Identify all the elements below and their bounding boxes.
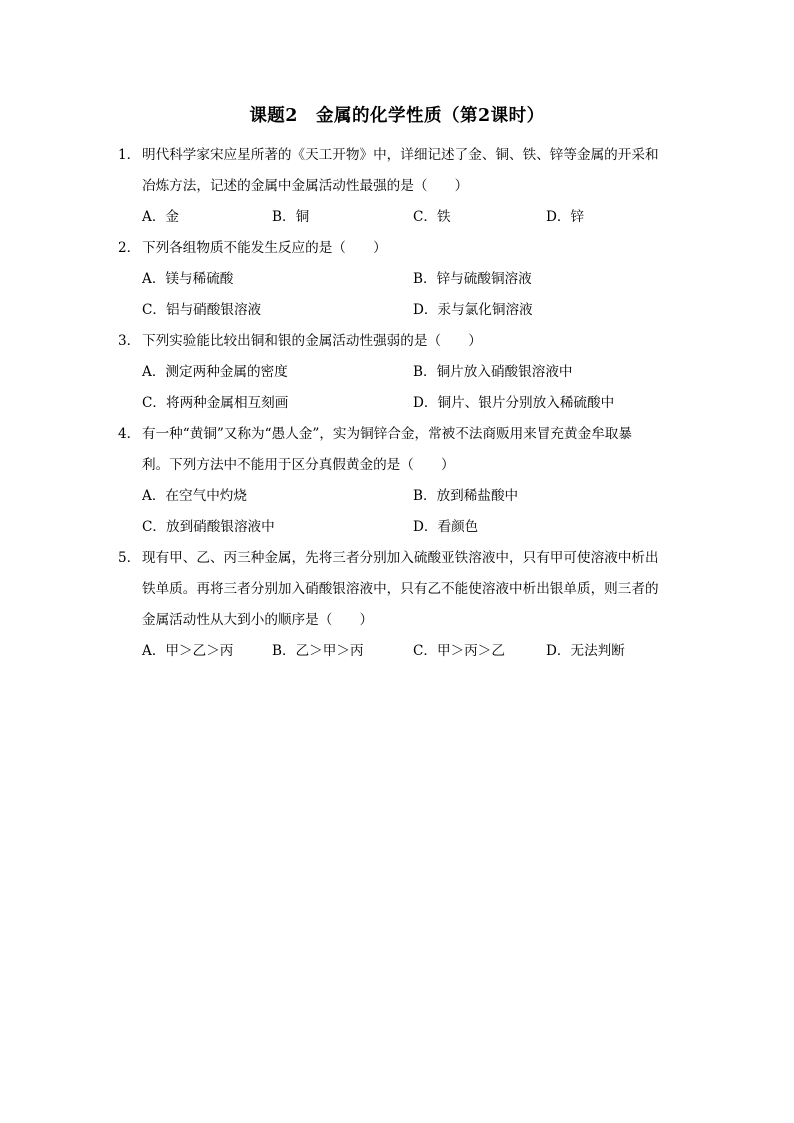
question-stem-line: 冶炼方法，记述的金属中金属活动性最强的是（ ） [142,178,469,194]
question-2 [118,233,688,326]
option-c: C．放到硝酸银溶液中 [142,519,275,535]
option-a: A．甲＞乙＞丙 [142,643,234,659]
question-4 [118,419,688,543]
question-list [118,140,688,667]
option-d: D．铜片、银片分别放入稀硫酸中 [413,395,615,411]
question-number: 5． [118,550,141,566]
option-c: C．铝与硝酸银溶液 [142,302,262,318]
options-row [118,512,688,543]
question-stem-line: 金属活动性从大到小的顺序是（ ） [142,612,374,628]
options-row [118,202,688,233]
option-b: B．乙＞甲＞丙 [272,643,364,659]
question-1 [118,140,688,233]
option-d: D．无法判断 [546,643,625,659]
option-d: D．锌 [546,209,585,225]
question-stem-line: 有一种“黄铜”又称为“愚人金”，实为铜锌合金，常被不法商贩用来冒充黄金牟取暴 [142,426,632,442]
option-c: C．将两种金属相互刻画 [142,395,289,411]
question-stem-line: 现有甲、乙、丙三种金属，先将三者分别加入硫酸亚铁溶液中，只有甲可使溶液中析出 [142,550,659,566]
question-stem-line: 下列实验能比较出铜和银的金属活动性强弱的是（ ） [142,333,482,349]
option-a: A．在空气中灼烧 [142,488,247,504]
page-title: 课题2 金属的化学性质（第2课时） [249,106,545,126]
options-row [118,295,688,326]
option-d: D．汞与氯化铜溶液 [413,302,533,318]
option-b: B．铜 [272,209,310,225]
option-a: A．测定两种金属的密度 [142,364,288,380]
option-b: B．放到稀盐酸中 [413,488,519,504]
question-stem-line: 明代科学家宋应星所著的《天工开物》中，详细记述了金、铜、铁、锌等金属的开采和 [142,147,659,163]
option-a: A．金 [142,209,180,225]
question-number: 1． [118,147,141,163]
question-stem-line: 铁单质。再将三者分别加入硝酸银溶液中，只有乙不能使溶液中析出银单质，则三者的 [142,581,659,597]
question-stem-line: 利。下列方法中不能用于区分真假黄金的是（ ） [142,457,455,473]
question-number: 3． [118,333,141,349]
option-b: B．铜片放入硝酸银溶液中 [413,364,573,380]
option-a: A．镁与稀硫酸 [142,271,234,287]
option-d: D．看颜色 [413,519,479,535]
question-3 [118,326,688,419]
question-number: 2． [118,240,141,256]
question-number: 4． [118,426,141,442]
options-row [118,481,688,512]
option-c: C．铁 [413,209,451,225]
options-row [118,357,688,388]
option-c: C．甲＞丙＞乙 [413,643,505,659]
options-row [118,388,688,419]
options-row [118,264,688,295]
question-stem-line: 下列各组物质不能发生反应的是（ ） [142,240,387,256]
options-row [118,636,688,667]
question-5 [118,543,688,667]
option-b: B．锌与硫酸铜溶液 [413,271,532,287]
